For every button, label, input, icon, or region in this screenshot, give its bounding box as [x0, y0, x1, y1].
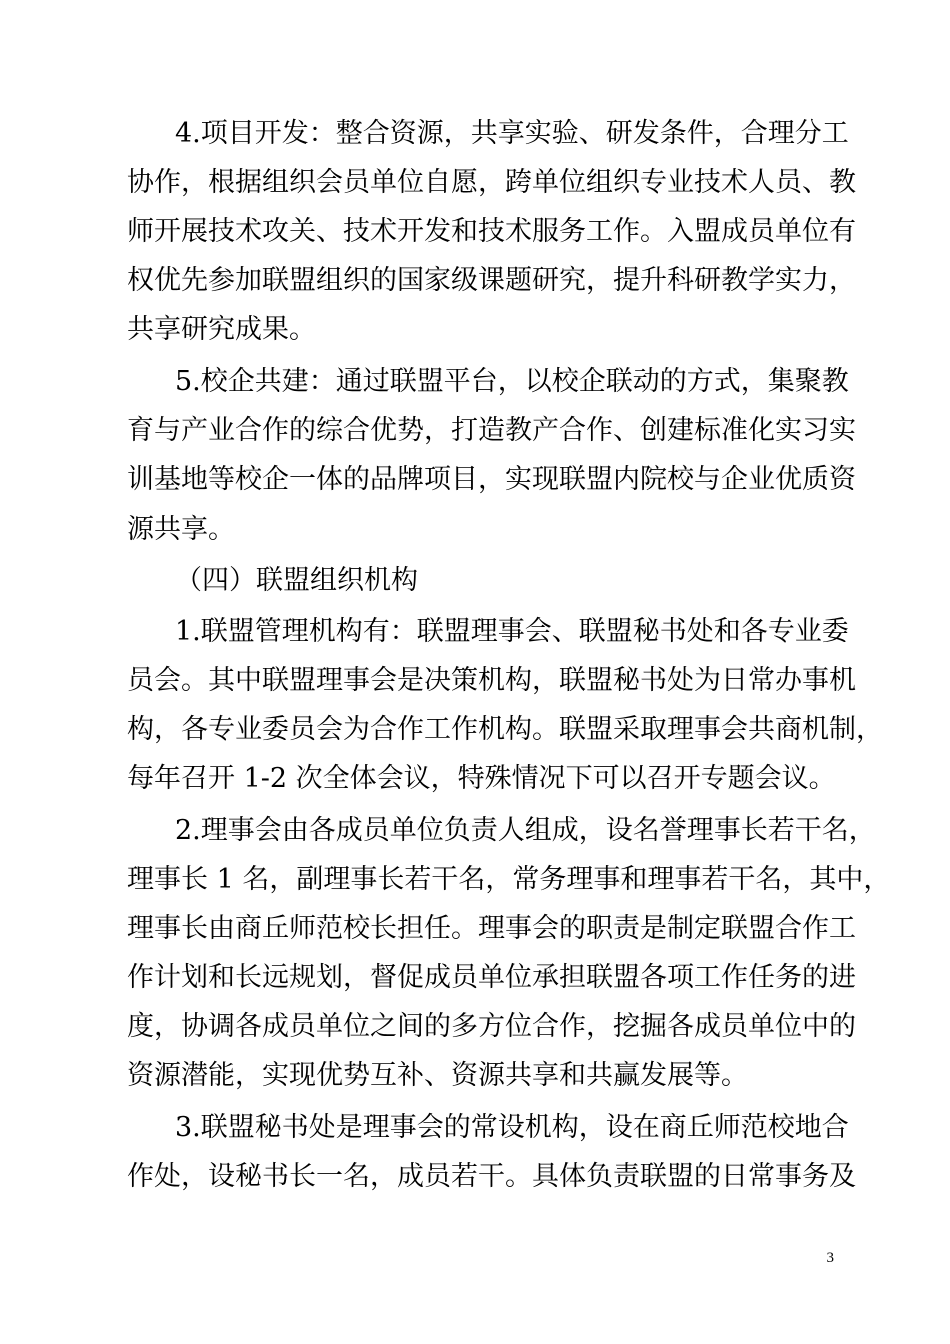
- text-line: 2.理事会由各成员单位负责人组成，设名誉理事长若干名，: [175, 815, 876, 846]
- text-line: 作计划和长远规划，督促成员单位承担联盟各项工作任务的进: [127, 962, 856, 993]
- text-line: 4.项目开发：整合资源，共享实验、研发条件，合理分工: [175, 118, 849, 149]
- text-line: 度，协调各成员单位之间的多方位合作，挖掘各成员单位中的: [127, 1011, 856, 1042]
- text-line: 协作，根据组织会员单位自愿，跨单位组织专业技术人员、教: [127, 167, 856, 198]
- text-line: 构，各专业委员会为合作工作机构。联盟采取理事会共商机制，: [127, 714, 883, 745]
- text-line: 训基地等校企一体的品牌项目，实现联盟内院校与企业优质资: [127, 464, 856, 495]
- text-line: 理事长 1 名，副理事长若干名，常务理事和理事若干名，其中，: [127, 864, 891, 895]
- text-line: 理事长由商丘师范校长担任。理事会的职责是制定联盟合作工: [127, 913, 856, 944]
- text-line: 源共享。: [127, 514, 235, 545]
- text-line: 师开展技术攻关、技术开发和技术服务工作。入盟成员单位有: [127, 216, 856, 247]
- text-line: 5.校企共建：通过联盟平台，以校企联动的方式，集聚教: [175, 366, 849, 397]
- text-line: 3.联盟秘书处是理事会的常设机构，设在商丘师范校地合: [175, 1112, 849, 1143]
- section-heading: （四）联盟组织机构: [175, 565, 418, 596]
- text-line: 资源潜能，实现优势互补、资源共享和共赢发展等。: [127, 1060, 748, 1091]
- text-line: 1.联盟管理机构有：联盟理事会、联盟秘书处和各专业委: [175, 616, 849, 647]
- text-line: 育与产业合作的综合优势，打造教产合作、创建标准化实习实: [127, 415, 856, 446]
- text-line: 每年召开 1-2 次全体会议，特殊情况下可以召开专题会议。: [127, 763, 836, 794]
- text-line: 员会。其中联盟理事会是决策机构，联盟秘书处为日常办事机: [127, 665, 856, 696]
- page-number: 3: [826, 1250, 834, 1266]
- text-line: 作处，设秘书长一名，成员若干。具体负责联盟的日常事务及: [127, 1161, 856, 1192]
- text-line: 共享研究成果。: [127, 314, 316, 345]
- text-line: 权优先参加联盟组织的国家级课题研究，提升科研教学实力，: [127, 265, 856, 296]
